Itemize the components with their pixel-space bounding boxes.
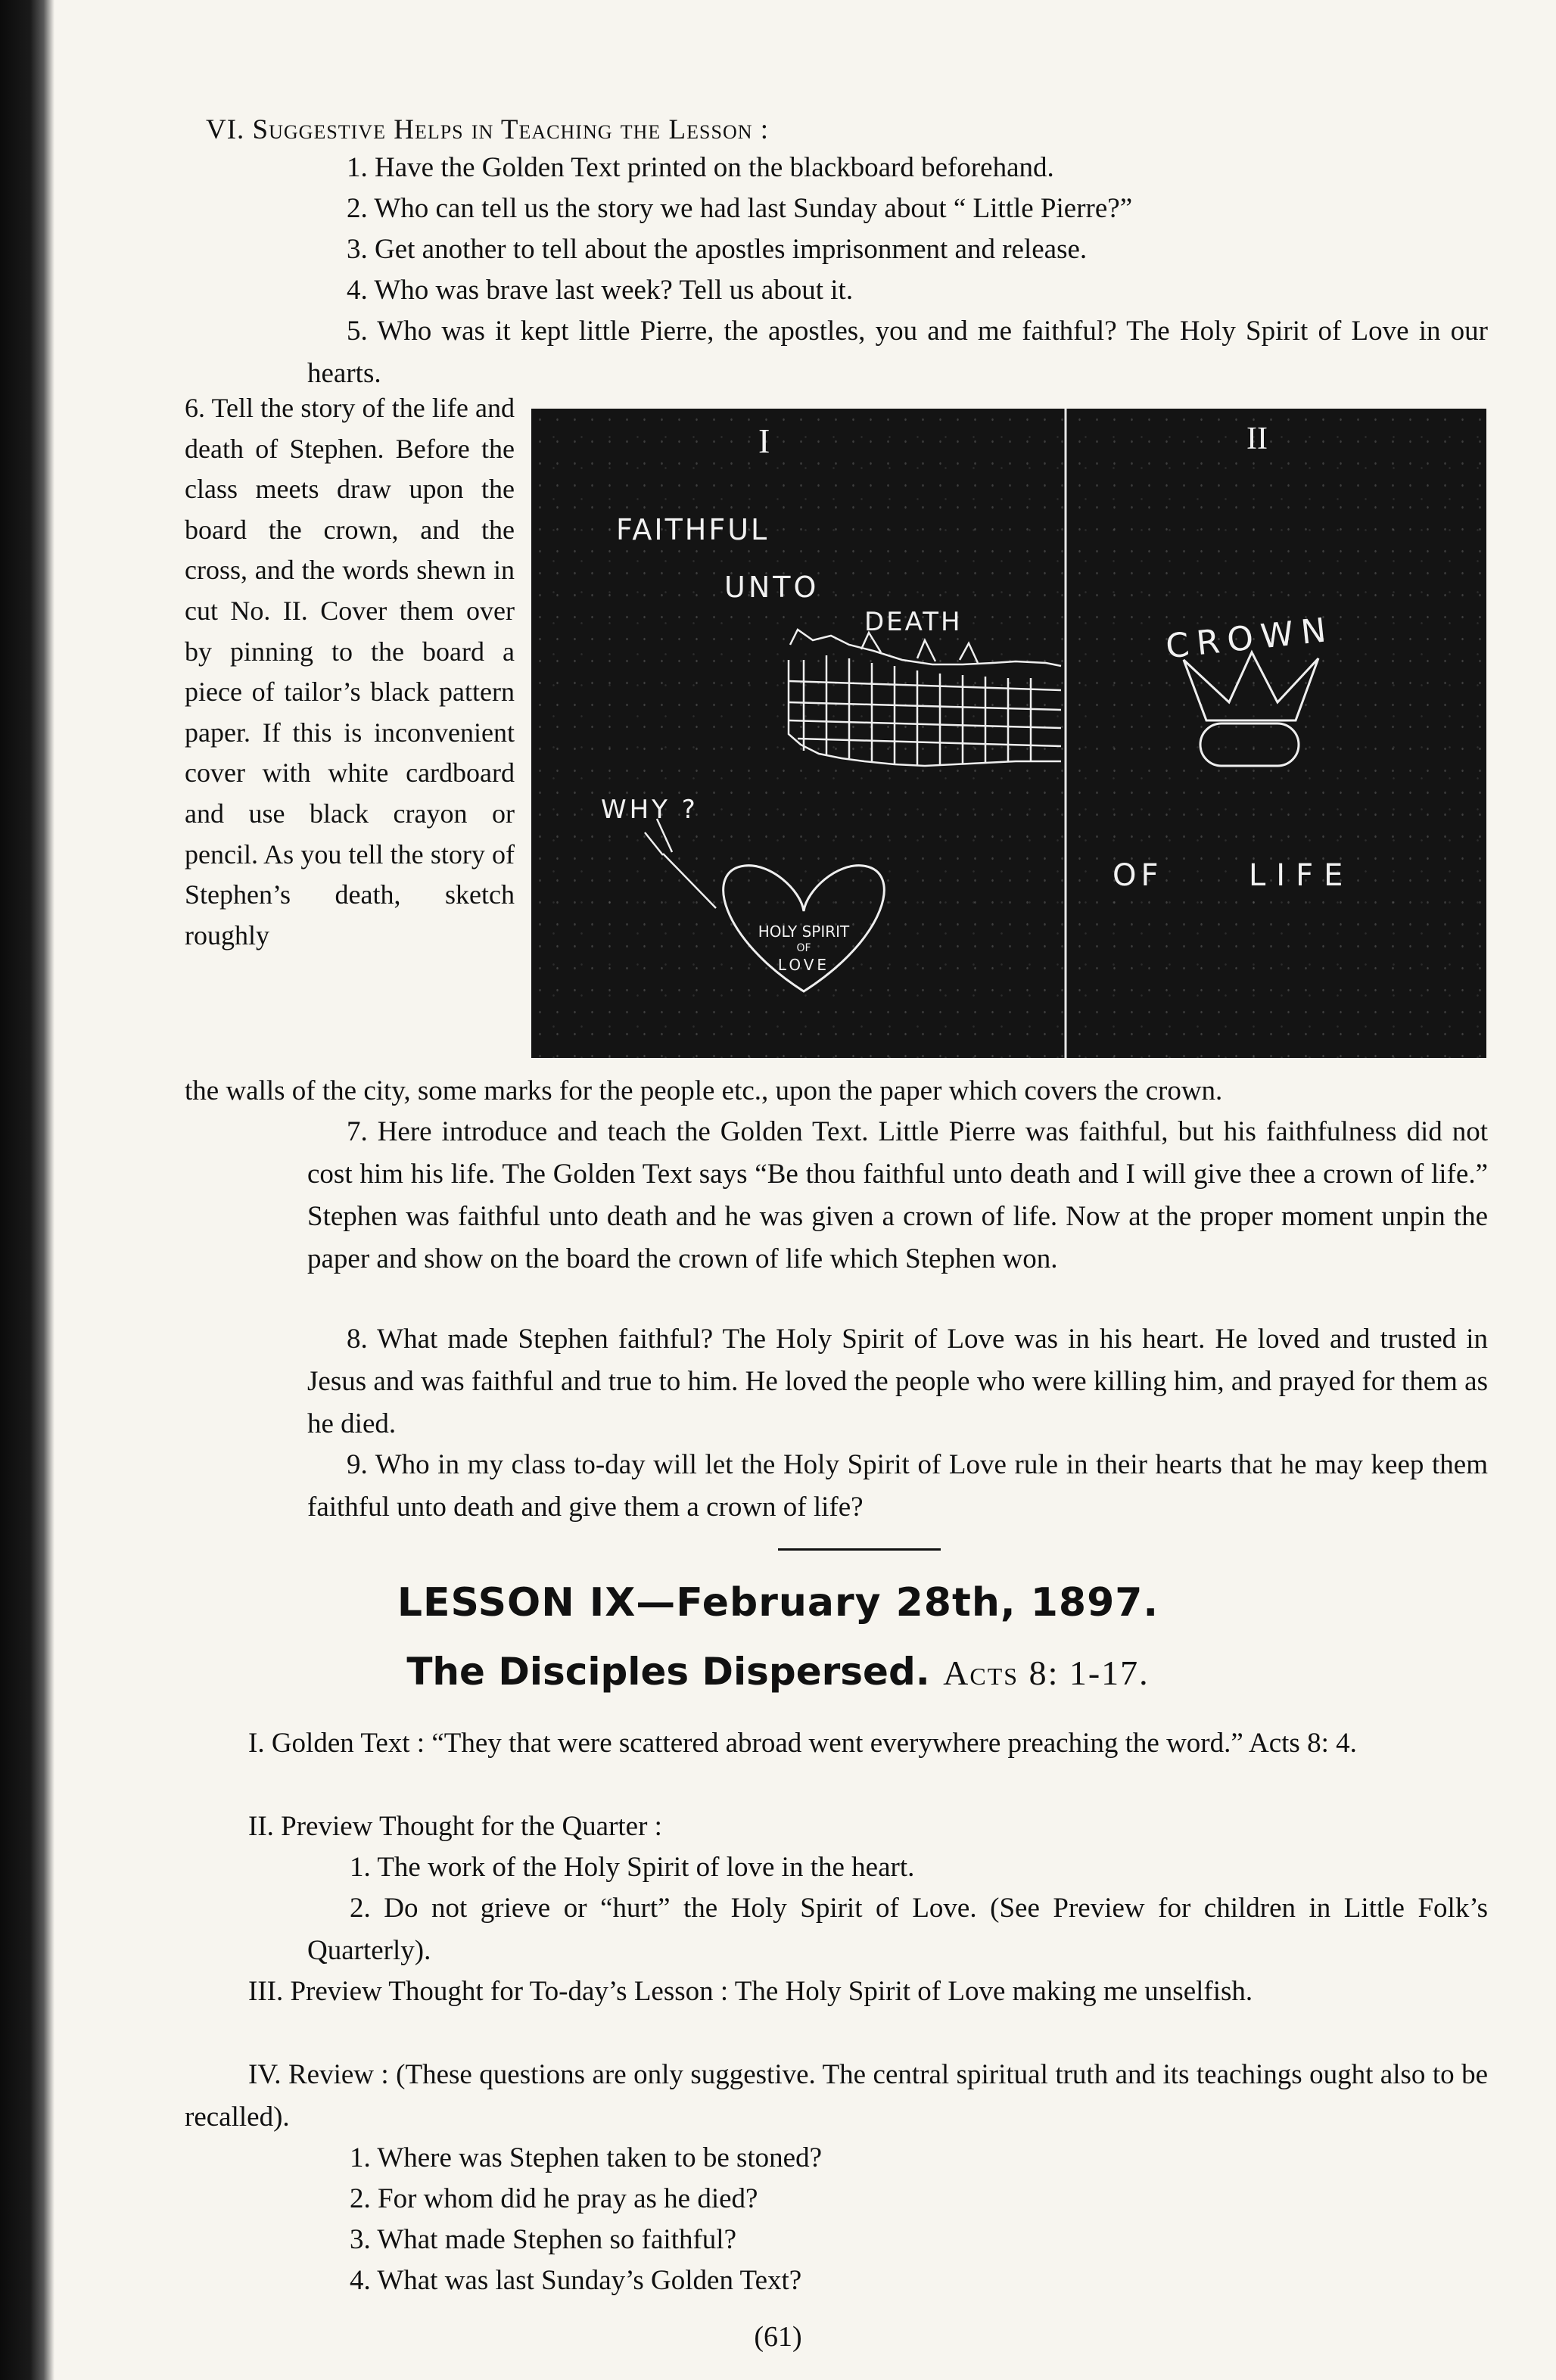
section-vi-heading: VI. Suggestive Helps in Teaching the Lesson : (206, 114, 770, 145)
city-wall-icon (789, 630, 1061, 766)
crown-icon (1184, 652, 1318, 766)
list-item: 3. What made Stephen so faithful? (350, 2224, 737, 2255)
board-word-why: WHY ? (601, 795, 699, 825)
cross-icon (645, 819, 716, 908)
review-intro: IV. Review : (These questions are only suggestive. The central spiritual truth and its teachings ought also to be recalled). (185, 2059, 1488, 2133)
list-item: 2. Who can tell us the story we had last Sunday about “ Little Pierre?” (347, 193, 1133, 224)
list-item: 3. Get another to tell about the apostles imprisonment and release. (347, 234, 1088, 265)
lesson-title: LESSON IX—February 28th, 1897. (397, 1580, 1159, 1626)
list-item: 1. Have the Golden Text printed on the blackboard beforehand. (347, 152, 1054, 183)
board-word-faithful: FAITHFUL (616, 513, 770, 546)
lesson-subtitle-text: The Disciples Dispersed. (406, 1650, 930, 1694)
heart-line-1: HOLY SPIRIT (758, 922, 850, 941)
board-word-unto: UNTO (724, 571, 820, 604)
heart-text (728, 923, 879, 973)
list-item: 9. Who in my class to-day will let the Holy Spirit of Love rule in their hearts that he may keep them faithful unto death and give them a crown of life? (307, 1449, 1488, 1523)
section-divider (778, 1548, 941, 1551)
item-6-wrapped-text: 6. Tell the story of the life and death of Stephen. Before the class meets draw upon the board the crown, and the cross, and the words shewn in cut No. II. Cover them over by pinning to the board a piece of tailor’s black pattern paper. If this is inconvenient cover with white cardboard and use black crayon or pencil. As you tell the story of Stephen’s death, sketch roughly (185, 393, 515, 950)
list-item: 4. What was last Sunday’s Golden Text? (350, 2265, 802, 2296)
scripture-reference: Acts 8: 1-17. (943, 1654, 1150, 1692)
list-item: 8. What made Stephen faithful? The Holy Spirit of Love was in his heart. He loved and trusted in Jesus and was faithful and true to him. He loved the people who were killing him, and prayed for them as he died. (307, 1324, 1488, 1439)
list-item: 5. Who was it kept little Pierre, the apostles, you and me faithful? The Holy Spirit of Love in our hearts. (307, 316, 1488, 389)
heart-line-2: OF (796, 942, 811, 954)
item-6-tail: the walls of the city, some marks for the people etc., upon the paper which covers the crown. (185, 1075, 1223, 1106)
preview-quarter-heading: II. Preview Thought for the Quarter : (248, 1811, 662, 1842)
list-item: 2. For whom did he pray as he died? (350, 2183, 758, 2214)
board-word-death: DEATH (864, 607, 963, 637)
board-word-of: OF (1113, 858, 1163, 893)
list-item: 7. Here introduce and teach the Golden Text. Little Pierre was faithful, but his faithfulness did not cost him his life. The Golden Text says “Be thou faithful unto death and I will give thee a crown of life.” Stephen was faithful unto death and he was given a crown of life. Now at the proper moment unpin the paper and show on the board the crown of life which Stephen won. (307, 1116, 1488, 1274)
blackboard-illustration (531, 409, 1486, 1058)
list-item: 1. The work of the Holy Spirit of love in the heart. (350, 1852, 915, 1883)
preview-today: III. Preview Thought for To-day’s Lesson : The Holy Spirit of Love making me unselfish. (248, 1976, 1253, 2007)
list-item: 1. Where was Stephen taken to be stoned? (350, 2142, 823, 2173)
book-binding-edge (0, 0, 54, 2380)
panel-2-numeral: II (1246, 422, 1268, 456)
page-number: (61) (754, 2321, 802, 2353)
blackboard-drawing (531, 409, 1486, 1058)
list-item: 4. Who was brave last week? Tell us about it. (347, 275, 854, 306)
board-word-life: LIFE (1249, 858, 1354, 893)
board-word-crown: CROWN (1163, 610, 1336, 667)
list-item: 2. Do not grieve or “hurt” the Holy Spirit of Love. (See Preview for children in Little Folk’s Quarterly). (307, 1893, 1488, 1966)
golden-text: I. Golden Text : “They that were scattered abroad went everywhere preaching the word.” Acts 8: 4. (248, 1728, 1357, 1759)
heart-line-3: LOVE (777, 956, 830, 974)
lesson-subtitle (0, 1650, 1556, 1694)
panel-1-numeral: I (758, 422, 770, 460)
